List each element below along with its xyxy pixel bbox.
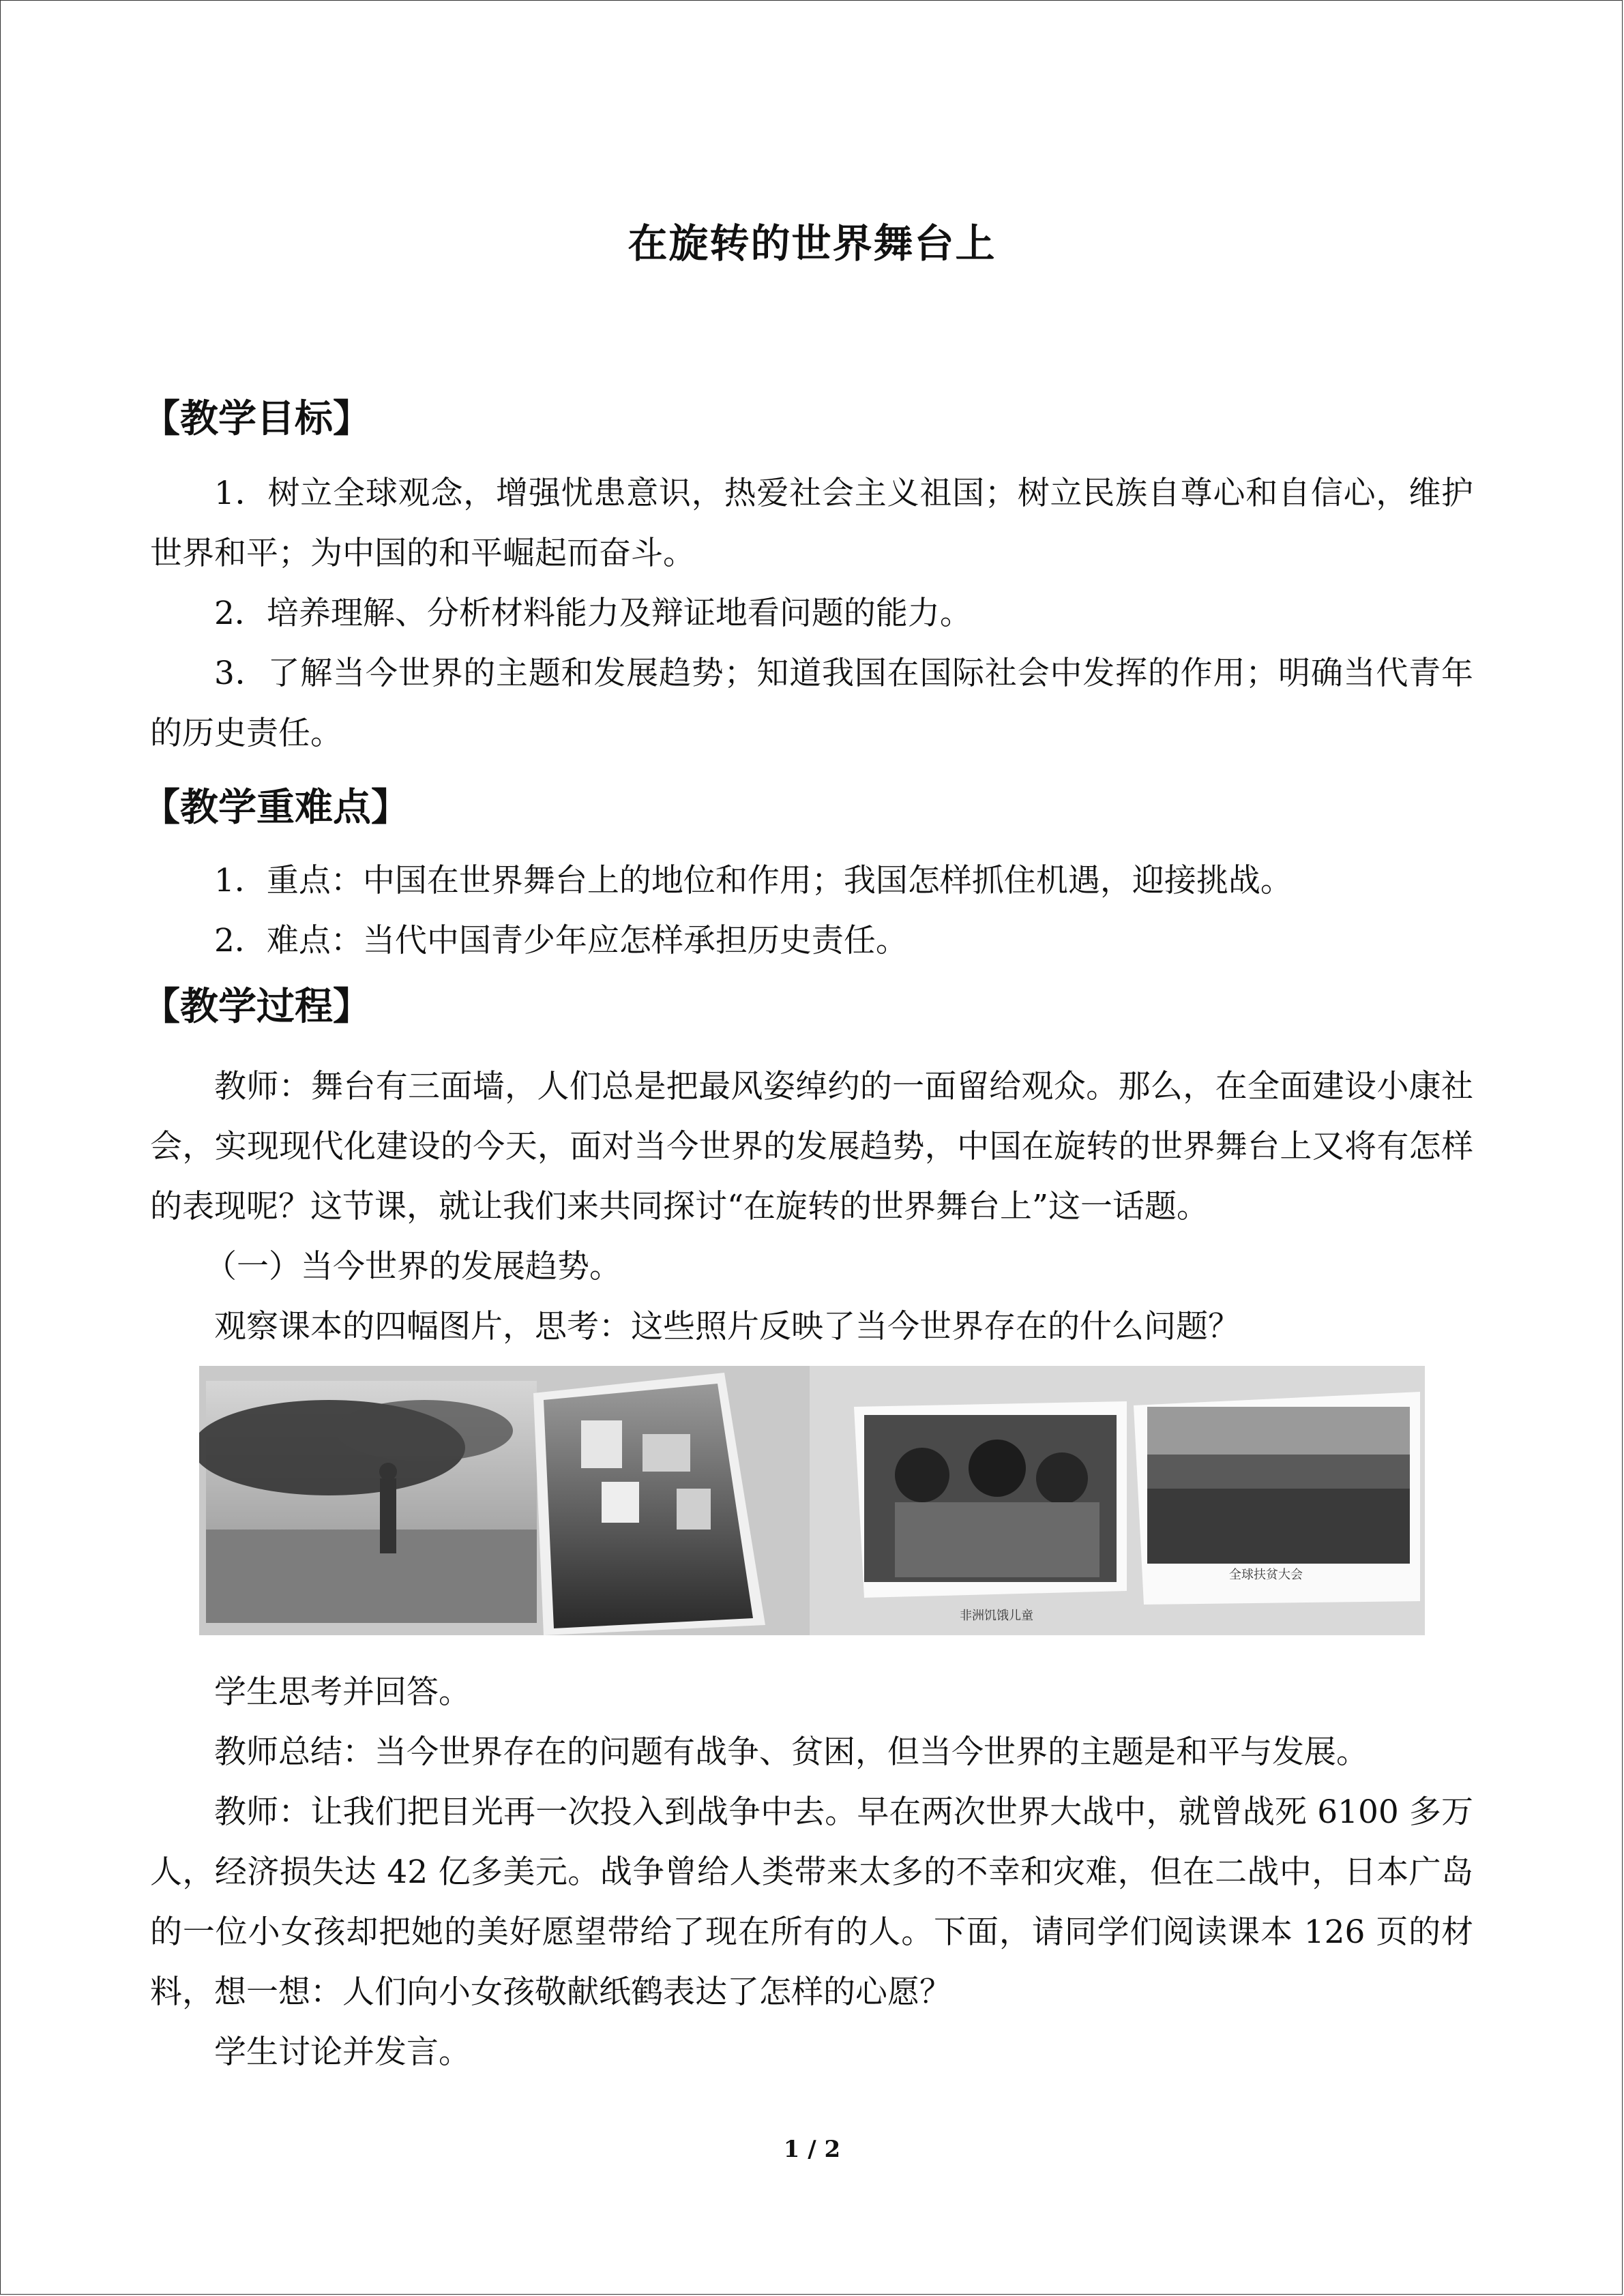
goal-item-3: 3．了解当今世界的主题和发展趋势；知道我国在国际社会中发挥的作用；明确当代青年的历史责任。 xyxy=(150,655,1473,752)
document-title: 在旋转的世界舞台上 xyxy=(628,220,996,267)
student-discuss: 学生讨论并发言。 xyxy=(214,2033,471,2071)
section-heading-process: 【教学过程】 xyxy=(142,985,371,1029)
section-heading-key-points: 【教学重难点】 xyxy=(142,786,409,830)
teacher-summary: 教师总结：当今世界存在的问题有战争、贫困，但当今世界的主题是和平与发展。 xyxy=(214,1733,1368,1771)
section-heading-goals: 【教学目标】 xyxy=(142,397,371,441)
goal-item-1: 1．树立全球观念，增强忧患意识，热爱社会主义祖国；树立民族自尊心和自信心，维护世界和平；为中国的和平崛起而奋斗。 xyxy=(150,475,1473,572)
war-photo xyxy=(199,1381,537,1623)
process-intro: 教师：舞台有三面墙，人们总是把最风姿绰约的一面留给观众。那么，在全面建设小康社会，实现现代化建设的今天，面对当今世界的发展趋势，中国在旋转的世界舞台上又将有怎样的表现呢？这节课，就让我们来共同探讨“在旋转的世界舞台上”这一话题。 xyxy=(150,1068,1473,1225)
page-number: 1 / 2 xyxy=(783,2136,841,2163)
photo-collage xyxy=(199,1366,1425,1635)
key-point-1: 1．重点：中国在世界舞台上的地位和作用；我国怎样抓住机遇，迎接挑战。 xyxy=(214,862,1293,899)
textbook-photo-strip xyxy=(199,1366,1425,1635)
student-answer: 学生思考并回答。 xyxy=(214,1673,471,1711)
hungry-children-photo xyxy=(854,1401,1127,1598)
goal-item-2: 2．培养理解、分析材料能力及辩证地看问题的能力。 xyxy=(214,595,972,632)
key-point-2: 2．难点：当代中国青少年应怎样承担历史责任。 xyxy=(214,922,908,959)
observe-question: 观察课本的四幅图片，思考：这些照片反映了当今世界存在的什么问题？ xyxy=(214,1308,1240,1345)
photo-caption-conference: 全球扶贫大会 xyxy=(1229,1568,1303,1582)
protest-photo xyxy=(533,1373,765,1635)
photo-caption-children: 非洲饥饿儿童 xyxy=(960,1609,1033,1623)
war-paragraph: 教师：让我们把目光再一次投入到战争中去。早在两次世界大战中，就曾战死 6100 多万人，经济损失达 42 亿多美元。战争曾给人类带来太多的不幸和灾难，但在二战中，日本广岛的一位小女孩却把她的美好愿望带给了现在所有的人。下面，请同学们阅读课本 126 页的材料，想一想：人们向小女孩敬献纸鹤表达了怎样的心愿？ xyxy=(150,1793,1473,2011)
subheading-trend: （一）当今世界的发展趋势。 xyxy=(205,1248,621,1285)
